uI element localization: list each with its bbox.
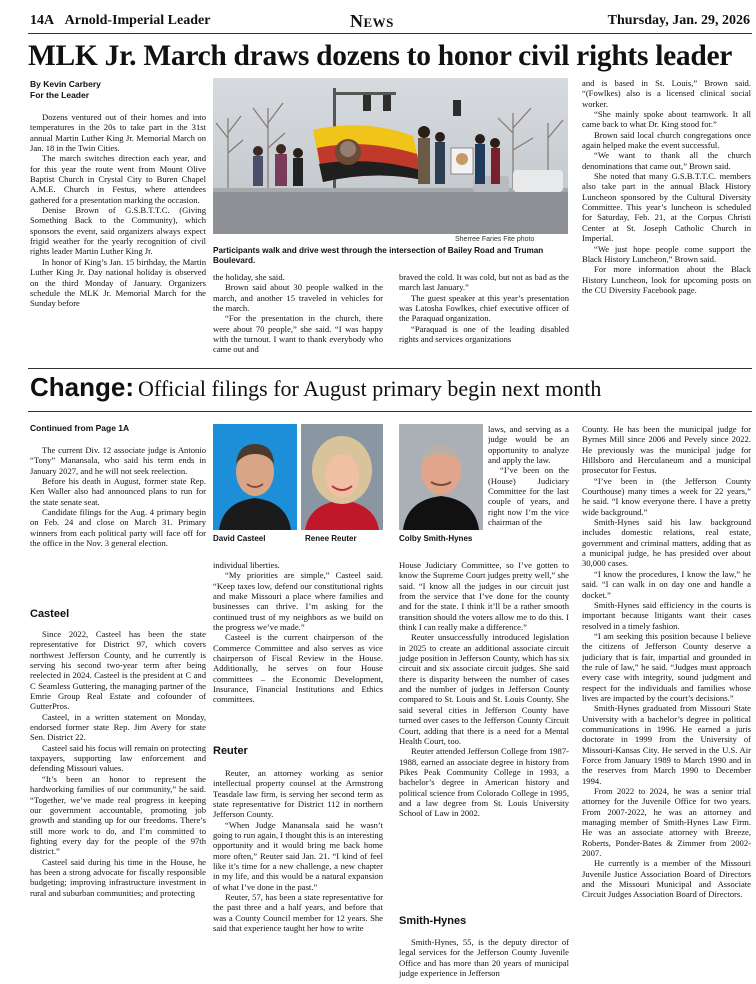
paragraph: Smith-Hynes said his law background includes domestic relations, real estate, government and criminal matters, adding that as a municipal judge, he has presided over about 30,000 cases. [582, 517, 751, 569]
story2-column-3 [399, 560, 569, 905]
paragraph: “When Judge Manansala said he wasn’t going to run again, I thought this is an interesting opportunity and it would bring me back home more often,” Reuter said Jan. 21. “I kind of feel like it’s time for a new challenge, a new chapter in my life, and this would be a natural expansion of what I’ve done in the past.” [213, 819, 383, 892]
paragraph: “I know the procedures, I know the law,” he said. “I can walk in on day one and handle a docket.” [582, 568, 751, 600]
story2-column-1-top [30, 445, 206, 597]
paragraph: Casteel said during his time in the House, he has been a strong advocate for fiscally responsible budgeting; improving infrastructure investment in rural and suburban communities; and protecting [30, 856, 206, 898]
paragraph: individual liberties. [213, 560, 280, 570]
paragraph: Casteel said his focus will remain on protecting taxpayers, supporting law enforcement and defending Missouri values. [30, 742, 206, 774]
paragraph: He currently is a member of the Missouri Juvenile Justice Association Board of Directors and the Missouri Municipal and Associate Circuit Judges Association Board of Directors. [582, 858, 751, 900]
paragraph: laws, and serving as a judge would be an opportunity to analyze and apply the law. [488, 424, 569, 466]
paragraph: Before his death in August, former state Rep. Ken Waller also had announced plans to run for the state senate seat. [30, 476, 206, 507]
caption-reuter: Renee Reuter [305, 534, 357, 543]
story2-column-2 [213, 768, 383, 983]
paragraph: The march switches direction each year, and for this year the route went from Mount Olive Baptist Church in Crystal City to Buren Chapel A.M.E. Church in Festus, where attendees gathered for a presentation marking the occasion. [30, 153, 206, 205]
paragraph: “My priorities are simple,” Casteel said. “Keep taxes low, defend our constitutional rights and make Missouri a place where families and businesses can thrive. I’m asking for the continued trust of my neighbors as we build on the progress we’ve made.” [213, 570, 383, 633]
subhead-casteel: Casteel [30, 608, 70, 620]
story1-byline [30, 79, 206, 101]
paragraph: “I’ve been in (the Jefferson County Courthouse) many times a week for 22 years,” he said. “I know everyone there. I have a pretty wide background.” [582, 475, 751, 517]
story2-column-3-top [488, 424, 569, 548]
paragraph: House Judiciary Committee, so I’ve gotten to know the Supreme Court judges pretty well,” she said. “I know all the judges in our circuit just from the service that I’ve done for the county and for the state. I think it’ll be a rather smooth transition should the voters allow me to do this. I think I can really make a difference.” [399, 560, 569, 633]
portrait-reuter [301, 424, 383, 530]
paragraph: The current Div. 12 associate judge is Antonio “Tony” Manansala, who said his term ends in January 2027, and he will not seek reelection. [30, 445, 206, 476]
paragraph: the holiday, she said. [213, 272, 285, 282]
story2-column-2-top [213, 560, 383, 732]
march-photo-illustration [213, 78, 568, 234]
photo-credit: Sherree Faries Fite photo [455, 236, 535, 243]
paragraph: Reuter unsuccessfully introduced legislation in 2025 to create an additional associate circuit judge position in Jefferson County, which has six circuit and six associate circuit judges. She said there is disparity between the number of cases and the number of judges in Jefferson County compared to St. Louis and St. Louis County. She said several cities in Jefferson County have turned over cases to the Jefferson County Circuit Court, adding that there is a need for a Mental Health Court, too. [399, 632, 569, 746]
paragraph: The guest speaker at this year’s presentation was Latosha Fowlkes, chief executive officer of the Paraquad organization. [399, 292, 569, 324]
paragraph: She noted that many G.S.B.T.T.C. members also take part in the annual Black History Luncheon sponsored by the Cultural Diversity Committee. This year’s luncheon is scheduled for Saturday, Feb. 21, at the Corpus Christi Center at St. Joseph Catholic Church in Imperial. [582, 171, 751, 244]
portrait-smith-hynes-image [399, 424, 483, 530]
headline-kicker: Change: [30, 372, 134, 402]
story1-column-4 [582, 78, 751, 366]
story-divider [28, 368, 752, 369]
story2-column-3-bottom [399, 937, 569, 983]
paragraph: “We just hope people come support the Black History Luncheon,” Brown said. [582, 243, 751, 264]
story2-column-4 [582, 424, 751, 983]
story1-column-1 [30, 112, 206, 366]
paragraph: “I am seeking this position because I believe the citizens of Jefferson County deserve a judiciary that is fair, impartial and grounded in the rule of law,” he said. “Judges must approach every case with integrity, sound judgment and respect for the individuals and families whose lives are impacted by the court’s decisions.” [582, 630, 751, 703]
subhead-reuter: Reuter [213, 745, 248, 757]
byline-org: For the Leader [30, 90, 90, 100]
paragraph: Casteel is the current chairperson of the Commerce Committee and also serves as vice chairperson of Fiscal Review in the House. Additionally, he serves on four House committees – the Economic Development, Insurance, Financial Institutions and Ethics committees. [213, 632, 383, 705]
page-number: 14A [30, 13, 55, 28]
headline-text: Official filings for August primary begin next month [138, 376, 602, 401]
caption-smith-hynes: Colby Smith-Hynes [399, 534, 473, 543]
paragraph: Brown said about 30 people walked in the march, and another 15 traveled in vehicles for the march. [213, 282, 383, 314]
paragraph: From 2022 to 2024, he was a senior trial attorney for the Juvenile Office for two years. From 2007-2022, he was an attorney and managing member of Smith-Hynes Law Firm. He was an associate attorney with Breeze, Roberts, Ponder-Bates & Zimmer from 2002-2007. [582, 786, 751, 859]
paragraph: Denise Brown of G.S.B.T.T.C. (Giving Something Back to the Community), which sponsors the event, said organizers always expect frigid weather for the yearly recognition of civil rights leader Martin Luther King Jr. [30, 205, 206, 257]
paragraph: For more information about the Black History Luncheon, look for upcoming posts on the CU Diversity Facebook page. [582, 264, 751, 295]
paragraph: Reuter, 57, has been a state representative for the past three and a half years, and before that was a County Council member for 12 years. She said that experience taught her how to write [213, 892, 383, 934]
subhead-smith-hynes: Smith-Hynes [399, 915, 467, 927]
paragraph: “For the presentation in the church, there were about 70 people,” she said. “I was happy with the turnout. I want to thank everybody who came out and [213, 313, 383, 355]
story1-column-2 [213, 272, 383, 366]
portrait-reuter-image [301, 424, 383, 530]
paragraph: “We want to thank all the church denominations that came out,” Brown said. [582, 150, 751, 171]
story1-column-3 [399, 272, 569, 366]
story2-headline [30, 372, 601, 403]
paragraph: “Paraquad is one of the leading disabled rights and services organizations [399, 323, 569, 345]
section-name: News [350, 11, 394, 31]
portrait-casteel-image [213, 424, 297, 530]
paragraph: braved the cold. It was cold, but not as bad as the march last January.” [399, 272, 569, 293]
paragraph: In honor of King’s Jan. 15 birthday, the Martin Luther King Jr. Day national holiday is observed on the third Monday of January. Organizers schedule the MLK Jr. Memorial March for the Sunday before [30, 256, 206, 309]
paragraph: Since 2022, Casteel has been the state representative for District 97, which covers northwest Jefferson County, and he currently is serving his second two-year term after being reelected in 2024. Casteel is the president at C and C Seamless Guttering, the managing partner of the Emrie Group Real Estate and cofounder of GutterPros. [30, 629, 206, 712]
paragraph: and is based in St. Louis,” Brown said. “(Fowlkes) also is a licensed clinical social worker. [582, 78, 751, 109]
page-folio [30, 13, 210, 29]
story2-column-1 [30, 629, 206, 984]
photo-caption: Participants walk and drive west through the intersection of Bailey Road and Truman Boulevard. [213, 246, 544, 265]
continued-note: Continued from Page 1A [30, 423, 130, 433]
paragraph: County. He has been the municipal judge for Byrnes Mill since 2006 and Pevely since 2022. He previously was the municipal judge for Hillsboro and Herculaneum and a municipal prosecutor for Festus. [582, 424, 751, 476]
paragraph: Brown said local church congregations once again helped make the event successful. [582, 129, 751, 151]
paragraph: Smith-Hynes, 55, is the deputy director of legal services for the Jefferson County Juvenile Office and has more than 20 years of municipal judge experience in Jefferson [399, 937, 569, 979]
issue-date: Thursday, Jan. 29, 2026 [607, 13, 750, 28]
paragraph: “I’ve been on the (House) Judiciary Committee for the last couple of years, and right now I’m the vice chairman of the [488, 465, 569, 528]
paragraph: “It’s been an honor to represent the hardworking families of our community,” he said. “Together, we’ve made real progress in keeping our government accountable, promoting job growth and standing up for our freedoms. There’s still more work to do, and I’m committed to fighting every day for the people of the 97th district.” [30, 773, 206, 857]
portrait-smith-hynes [399, 424, 483, 530]
byline-author: By Kevin Carbery [30, 79, 101, 89]
paragraph: Casteel, in a written statement on Monday, endorsed former state Rep. Jim Avery for state Sen. District 22. [30, 711, 206, 743]
portrait-casteel [213, 424, 297, 530]
paragraph: Reuter, an attorney working as senior intellectual property counsel at the Armstrong Teasdale law firm, is serving her second term as state representative for District 112 in northern Jefferson County. [213, 768, 383, 820]
paragraph: Smith-Hynes said efficiency in the courts is important because litigants want their cases resolved in a timely fashion. [582, 599, 751, 631]
march-photo [213, 78, 568, 234]
paper-name: Arnold-Imperial Leader [64, 13, 211, 28]
masthead-rule [28, 33, 752, 34]
paragraph: “She mainly spoke about teamwork. It all came back to what Dr. King stood for.” [582, 109, 751, 130]
caption-casteel: David Casteel [213, 534, 266, 543]
paragraph: Smith-Hynes graduated from Missouri State University with a bachelor’s degree in political communications in 1996. He earned a juris doctorate in 1999 from the University of Missouri-Kansas City. He served in the U.S. Air Force from January 1989 to March 1990 and in the reserves from March 1990 to December 1994. [582, 703, 751, 786]
paragraph: Dozens ventured out of their homes and into temperatures in the 20s to take part in the 31st annual Martin Luther King Jr. Memorial March on Jan. 18 in the Twin Cities. [30, 112, 206, 154]
paragraph: Reuter attended Jefferson College from 1987-1988, earned an associate degree in history from Pikes Peak Community College in 1993, a bachelor’s degree in American history and political science from Colorado College in 1995, and a law degree from St. Louis University School of Law in 2002. [399, 746, 569, 819]
paragraph: Candidate filings for the Aug. 4 primary begin on Feb. 24 and close on March 31. Primary winners from each political party will face off for the office in the Nov. 3 general election. [30, 507, 206, 549]
story1-headline: MLK Jr. March draws dozens to honor civil rights leader [28, 40, 733, 72]
headline-rule [28, 411, 752, 412]
